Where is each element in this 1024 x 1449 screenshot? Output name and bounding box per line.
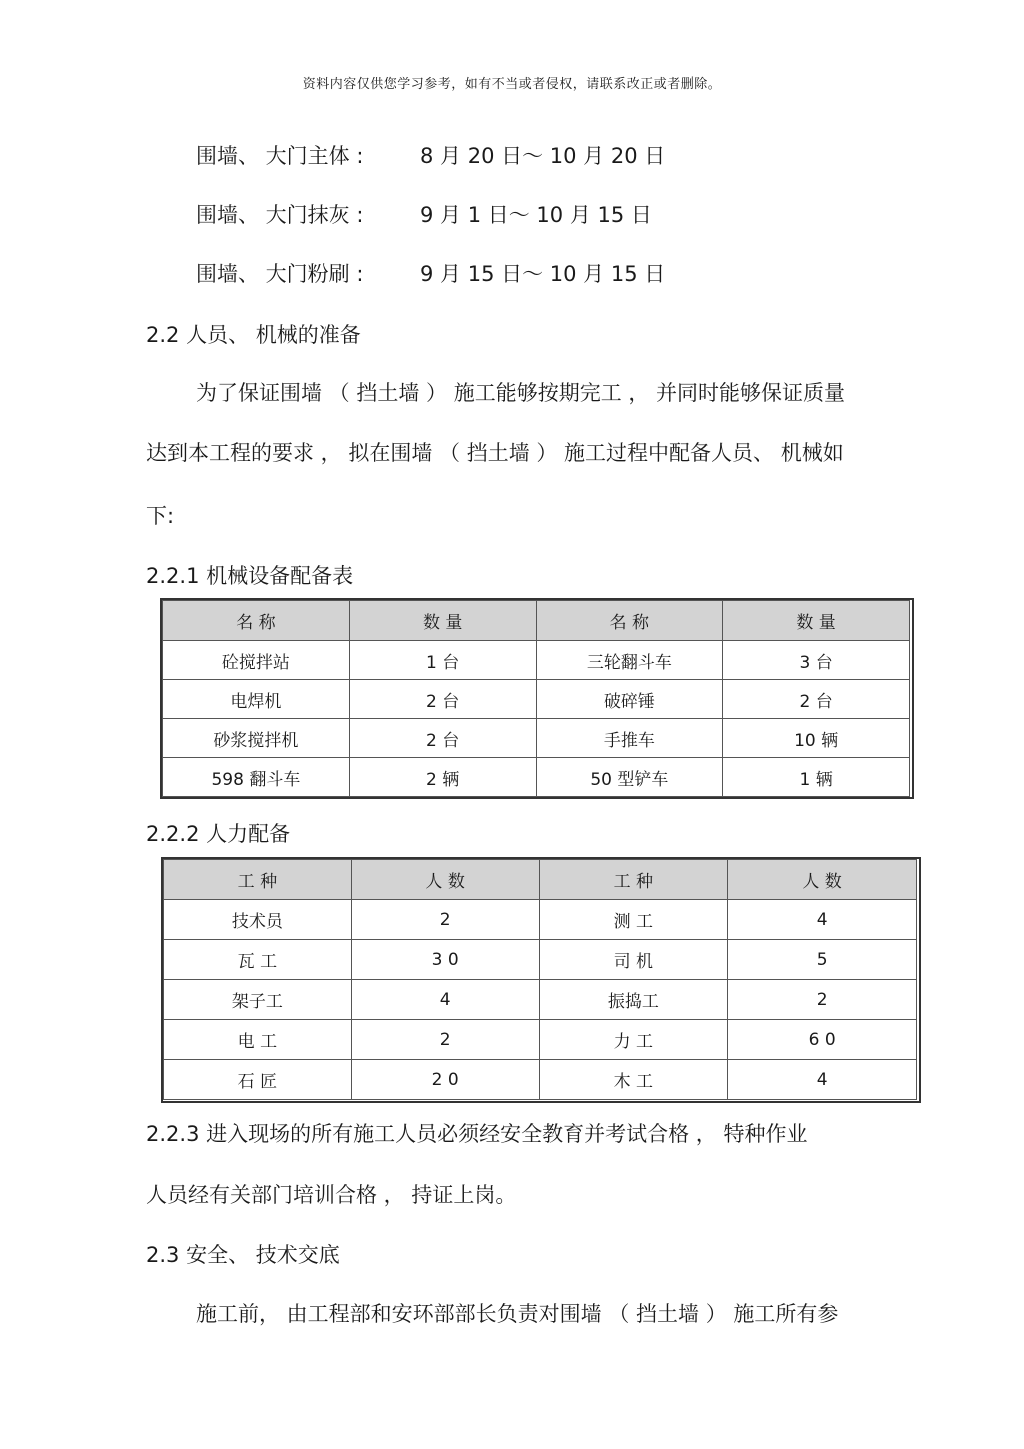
paragraph-line: 施工前， 由工程部和安环部部长负责对围墙 （ 挡土墙 ） 施工所有参 xyxy=(196,1302,839,1326)
table-cell: 50 型铲车 xyxy=(536,758,723,797)
schedule-row xyxy=(196,258,665,288)
table-header-row xyxy=(164,860,917,900)
table-cell: 石 匠 xyxy=(164,1060,352,1100)
table-cell: 4 xyxy=(728,900,917,940)
page-header: 资料内容仅供您学习参考，如有不当或者侵权，请联系改正或者删除。 xyxy=(302,77,722,92)
table-row xyxy=(163,641,910,680)
table-cell: 砼搅拌站 xyxy=(163,641,350,680)
table-cell: 2 0 xyxy=(351,1060,539,1100)
table-cell: 振捣工 xyxy=(539,980,728,1020)
table-cell: 电焊机 xyxy=(163,680,350,719)
table-cell: 6 0 xyxy=(728,1020,917,1060)
schedule-label: 围墙、 大门抹灰 : xyxy=(196,203,364,227)
table-cell: 砂浆搅拌机 xyxy=(163,719,350,758)
header-cell: 数 量 xyxy=(723,601,910,641)
section-2-2-2-heading: 2.2.2 人力配备 xyxy=(146,822,291,846)
table-cell: 598 翻斗车 xyxy=(163,758,350,797)
section-2-2-heading: 2.2 人员、 机械的准备 xyxy=(146,323,361,347)
table-cell: 10 辆 xyxy=(723,719,910,758)
table-cell: 2 台 xyxy=(723,680,910,719)
paragraph-line: 为了保证围墙 （ 挡土墙 ） 施工能够按期完工 ， 并同时能够保证质量 xyxy=(196,381,846,405)
section-2-3-heading: 2.3 安全、 技术交底 xyxy=(146,1243,340,1267)
schedule-range: 9 月 15 日～ 10 月 15 日 xyxy=(420,262,666,286)
table-row xyxy=(164,1020,917,1060)
header-cell: 工 种 xyxy=(539,860,728,900)
table-cell: 三轮翻斗车 xyxy=(536,641,723,680)
table-cell: 4 xyxy=(351,980,539,1020)
table-row xyxy=(164,940,917,980)
schedule-range: 9 月 1 日～ 10 月 15 日 xyxy=(420,203,652,227)
header-cell: 名 称 xyxy=(163,601,350,641)
table-cell: 3 0 xyxy=(351,940,539,980)
table-cell: 技术员 xyxy=(164,900,352,940)
paragraph-line: 达到本工程的要求 ， 拟在围墙 （ 挡土墙 ） 施工过程中配备人员、 机械如 xyxy=(146,441,844,465)
table-cell: 2 辆 xyxy=(349,758,536,797)
table-cell: 司 机 xyxy=(539,940,728,980)
table-cell: 手推车 xyxy=(536,719,723,758)
table-cell: 破碎锤 xyxy=(536,680,723,719)
table-cell: 架子工 xyxy=(164,980,352,1020)
table-cell: 2 xyxy=(351,900,539,940)
table-cell: 5 xyxy=(728,940,917,980)
equipment-table xyxy=(162,600,910,797)
table-cell: 1 台 xyxy=(349,641,536,680)
table-row xyxy=(163,719,910,758)
table-header-row xyxy=(163,601,910,641)
table-cell: 测 工 xyxy=(539,900,728,940)
table-row xyxy=(163,758,910,797)
section-2-2-3-line: 2.2.3 进入现场的所有施工人员必须经安全教育并考试合格 ， 特种作业 xyxy=(146,1122,808,1146)
table-cell: 2 xyxy=(351,1020,539,1060)
schedule-label: 围墙、 大门主体 : xyxy=(196,144,364,168)
labor-table xyxy=(163,859,917,1100)
header-cell: 名 称 xyxy=(536,601,723,641)
schedule-row xyxy=(196,140,665,170)
section-2-2-3-line: 人员经有关部门培训合格 ， 持证上岗。 xyxy=(146,1183,517,1207)
table-cell: 2 xyxy=(728,980,917,1020)
table-cell: 2 台 xyxy=(349,719,536,758)
schedule-range: 8 月 20 日～ 10 月 20 日 xyxy=(420,144,666,168)
table-cell: 木 工 xyxy=(539,1060,728,1100)
table-cell: 3 台 xyxy=(723,641,910,680)
table-cell: 2 台 xyxy=(349,680,536,719)
table-row xyxy=(163,680,910,719)
table-cell: 电 工 xyxy=(164,1020,352,1060)
table-cell: 1 辆 xyxy=(723,758,910,797)
table-cell: 力 工 xyxy=(539,1020,728,1060)
header-cell: 数 量 xyxy=(349,601,536,641)
schedule-row xyxy=(196,199,652,229)
header-cell: 工 种 xyxy=(164,860,352,900)
header-cell: 人 数 xyxy=(351,860,539,900)
table-row xyxy=(164,1060,917,1100)
table-row xyxy=(164,900,917,940)
schedule-label: 围墙、 大门粉刷 : xyxy=(196,262,364,286)
table-cell: 瓦 工 xyxy=(164,940,352,980)
table-row xyxy=(164,980,917,1020)
header-cell: 人 数 xyxy=(728,860,917,900)
table-cell: 4 xyxy=(728,1060,917,1100)
paragraph-line: 下: xyxy=(146,504,175,528)
section-2-2-1-heading: 2.2.1 机械设备配备表 xyxy=(146,564,354,588)
